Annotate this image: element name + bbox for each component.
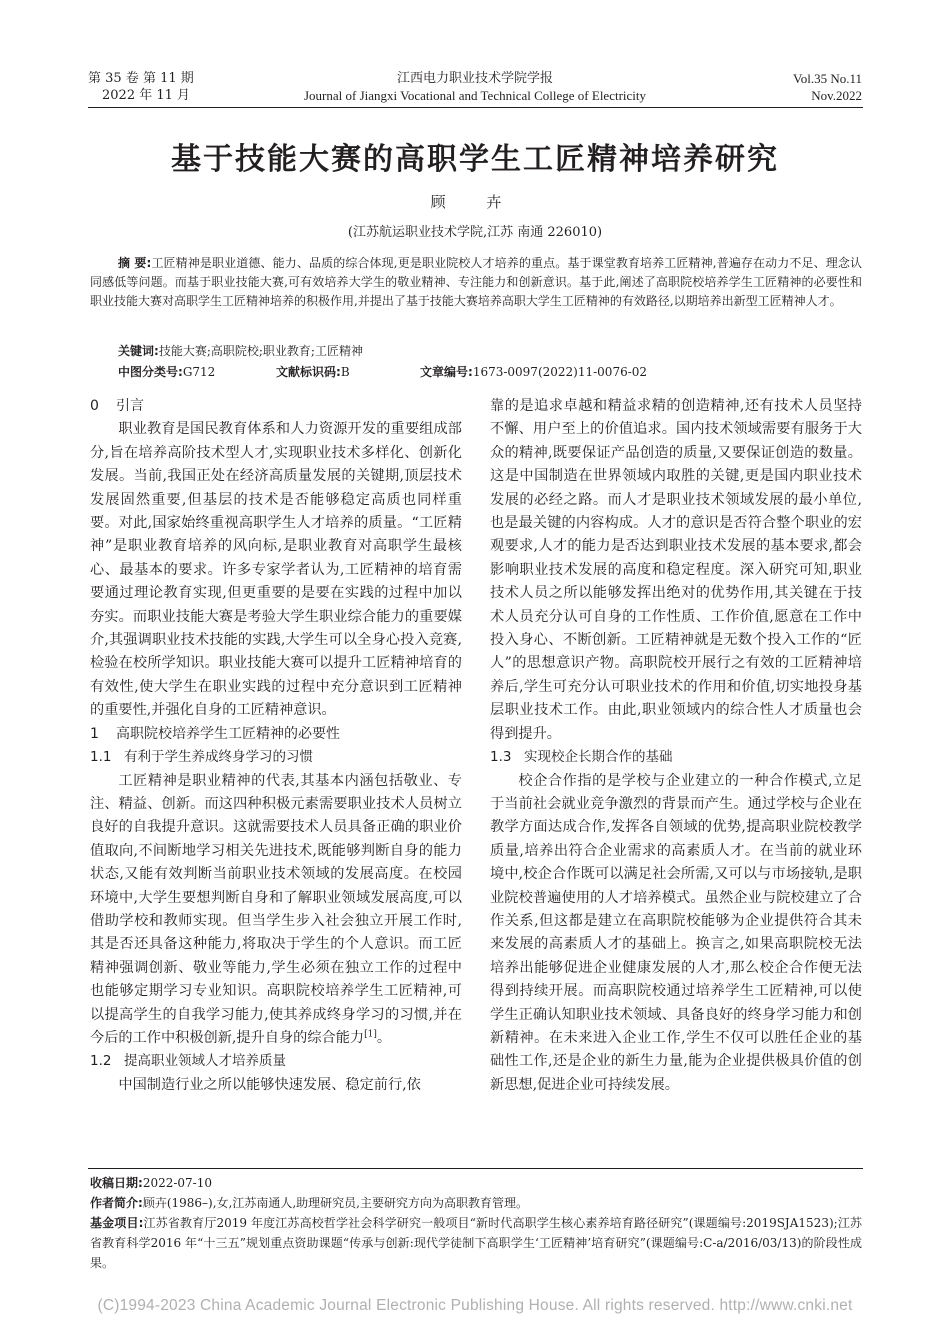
body-column-left [90,395,462,1097]
clc-label: 中图分类号: [118,365,183,379]
paragraph-continued: 靠的是追求卓越和精益求精的创造精神,还有技术人员坚持不懈、用户至上的价值追求。国内技术领域需要有服务于大众的精神,既要保证产品创造的质量,又要保证创造的数量。这是中国制造在世界领域内取胜的关键,更是国内职业技术发展的必经之路。而人才是职业技术领域发展的最小单位,也是最关键的内容构成。人才的意识是否符合整个职业的宏观要求,人才的能力是否达到职业技术发展的基本要求,都会影响职业技术发展的高度和稳定程度。深入研究可知,职业技术人员之所以能够发挥出绝对的优势作用,其关键在于技术人员充分认可自身的工作性质、工作价值,愿意在工作中投入身心、不断创新。工匠精神就是无数个投入工作的“匠人”的思想意识产物。高职院校开展行之有效的工匠精神培养后,学生可充分认可职业技术的作用和价值,切实地投身基层职业技术工作。由此,职业领域内的综合性人才质量也会得到提升。 [490,398,862,742]
journal-name-en: Journal of Jiangxi Vocational and Technical College of Electricity [303,88,647,103]
footnote-divider [88,1168,863,1169]
keywords-label: 关键词: [118,344,159,358]
subsection-title: 实现校企长期合作的基础 [524,749,673,766]
article-number-value: 1673-0097(2022)11-0076-02 [472,365,648,379]
subsection-title: 提高职业领域人才培养质量 [124,1053,286,1070]
volume-issue-text: 第 35 卷 第 11 期 [88,71,194,86]
paragraph: 中国制造行业之所以能够快速发展、稳定前行,依 [118,1076,421,1093]
footnotes [90,1173,862,1273]
author-bio-label: 作者简介: [90,1196,143,1210]
citation-ref: [1] [364,1029,377,1040]
abstract [90,254,862,311]
paragraph-text: 工匠精神是职业精神的代表,其基本内涵包括敬业、专注、精益、创新。而这四种积极元素需要职业技术人员树立良好的自我提升意识。这就需要技术人员具备正确的职业价值取向,不间断地学习相关先进技术,既能够判断自身的能力状态,又能有效判断当前职业技术领域的发展高度。在校园环境中,大学生要想判断自身和了解职业领域发展高度,可以借助学校和教师实现。但当学生步入社会独立开展工作时,其是否还具备这种能力,将取决于学生的个人意识。而工匠精神强调创新、敬业等能力,学生必须在独立工作的过程中也能够定期学习专业知识。高职院校培养学生工匠精神,可以提高学生的自我学习能力,使其养成终身学习的习惯,并在今后的工作中积极创新,提升自身的综合能力 [90,772,462,1046]
section-heading [90,395,462,418]
author-bio [90,1193,862,1213]
doc-code-label: 文献标识码: [276,365,341,379]
subsection-heading [90,746,462,769]
article-number-label: 文章编号: [420,365,473,379]
subsection-number: 1.2 [90,1053,112,1070]
paper-author: 顾 卉 [430,193,520,211]
section-number: 1 [90,725,99,742]
copyright-watermark: (C)1994-2023 China Academic Journal Electronic Publishing House. All rights reserved. http://www.cnki.net [97,1297,853,1314]
paragraph-end: 。 [376,1029,392,1046]
volume-en-text: Vol.35 No.11 [793,71,862,86]
received-label: 收稿日期: [90,1176,143,1190]
date-en-text: Nov.2022 [811,88,862,103]
keywords-text: 技能大赛;高职院校;职业教育;工匠精神 [158,344,363,358]
subsection-title: 有利于学生养成终身学习的习惯 [124,749,313,766]
funding [90,1213,862,1273]
section-title: 引言 [116,398,144,414]
issue-date-text: 2022 年 11 月 [102,88,191,103]
subsection-heading [490,746,862,769]
doc-code-value: B [340,365,350,379]
funding-value: 江苏省教育厅2019 年度江苏高校哲学社会科学研究一般项目“新时代高职学生核心素养培育路径研究”(课题编号:2019SJA1523);江苏省教育科学2016 年“十三五”规划重点资助课题“传承与创新:现代学徒制下高职学生‘工匠精神’培育研究”(课题编号:C-a/2016/03/13)的阶段性成果。 [90,1216,862,1270]
paragraph: 校企合作指的是学校与企业建立的一种合作模式,立足于当前社会就业竞争激烈的背景而产生。通过学校与企业在教学方面达成合作,发挥各自领域的优势,提高职业院校教学质量,培养出符合企业需求的高素质人才。在当前的就业环境中,校企合作既可以满足社会所需,又可以与市场接轨,是职业院校普遍使用的人才培养模式。虽然企业与院校建立了合作关系,但这都是建立在高职院校能够为企业提供符合其未来发展的高素质人才的基础上。换言之,如果高职院校无法培养出能够促进企业健康发展的人才,那么校企合作便无法得到持续开展。而高职院校通过培养学生工匠精神,可以使学生正确认知职业技术领域、具备良好的终身学习能力和创新精神。在未来进入企业工作,学生不仅可以胜任企业的基础性工作,还是企业的新生力量,能为企业提供极具价值的创新思想,促进企业可持续发展。 [490,772,862,1093]
paragraph: 职业教育是国民教育体系和人力资源开发的重要组成部分,旨在培养高阶技术型人才,实现职业技术多样化、创新化发展。当前,我国正处在经济高质量发展的关键期,顶层技术发展固然重要,但基层的技术是否能够稳定高质也同样重要。对此,国家始终重视高职学生人才培养的质量。“工匠精神”是职业教育培养的风向标,是职业教育对高职学生最核心、最基本的要求。许多专家学者认为,工匠精神的培育需要通过理论教育实现,但更重要的是要在实践的过程中加以夯实。而职业技能大赛是考验大学生职业综合能力的重要媒介,其强调职业技术技能的实践,大学生可以全身心投入竞赛,检验在校所学知识。职业技能大赛可以提升工匠精神培育的有效性,使大学生在职业实践的过程中充分意识到工匠精神的重要性,并强化自身的工匠精神意识。 [90,421,462,719]
body-column-right [490,395,862,1097]
author-affiliation: (江苏航运职业技术学院,江苏 南通 226010) [347,225,603,240]
journal-volume-en [793,70,862,104]
keywords [118,342,363,359]
abstract-label: 摘 要: [118,256,152,270]
paper-title: 基于技能大赛的高职学生工匠精神培养研究 [171,142,779,177]
received-value: 2022-07-10 [142,1176,212,1190]
journal-name-cn: 江西电力职业技术学院学报 [396,71,553,86]
section-heading [90,723,462,746]
funding-label: 基金项目: [90,1216,144,1230]
header-divider [88,107,863,108]
abstract-text: 工匠精神是职业道德、能力、品质的综合体现,更是职业院校人才培养的重点。基于课堂教育培养工匠精神,普遍存在动力不足、理念认同感低等问题。而基于职业技能大赛,可有效培养大学生的敬业精神、专注能力和创新意识。基于此,阐述了高职院校培养学生工匠精神的必要性和职业技能大赛对高职学生工匠精神培养的积极作用,并提出了基于技能大赛培养高职大学生工匠精神的有效路径,以期培养出新型工匠精神人才。 [90,256,862,308]
classification-line [118,363,878,380]
section-number: 0 [90,398,99,414]
author-bio-value: 顾卉(1986–),女,江苏南通人,助理研究员,主要研究方向为高职教育管理。 [142,1196,528,1210]
subsection-heading [90,1050,462,1073]
paragraph [90,770,462,1051]
section-title: 高职院校培养学生工匠精神的必要性 [116,725,340,742]
subsection-number: 1.1 [90,749,112,766]
received-date [90,1173,862,1193]
clc-value: G712 [182,365,216,379]
subsection-number: 1.3 [490,749,512,766]
